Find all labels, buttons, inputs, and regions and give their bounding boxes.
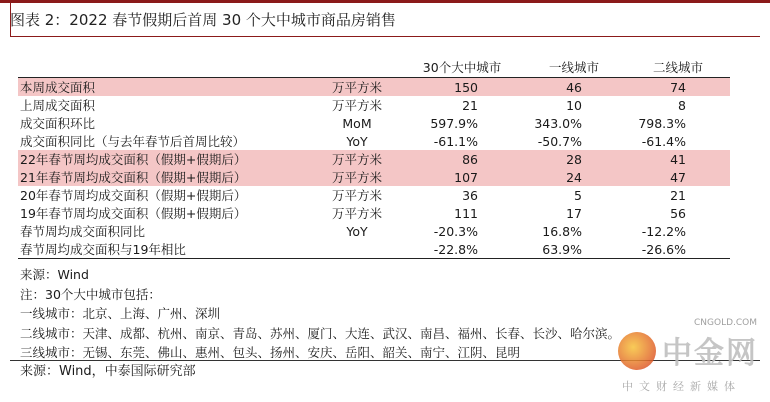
note-tier3-cities: 三线城市：无锡、东莞、佛山、惠州、包头、扬州、安庆、岳阳、韶关、南宁、江阴、昆明 <box>20 345 521 361</box>
value-tier1: 17 <box>566 205 582 221</box>
value-30-cities: 86 <box>402 150 522 168</box>
watermark <box>608 318 770 402</box>
value-tier1: 46 <box>522 78 626 97</box>
row-label: 上周成交面积 <box>20 98 96 113</box>
value-tier2: 74 <box>626 78 730 97</box>
value-30-cities: -61.1% <box>433 133 478 149</box>
watermark-logo-icon <box>618 332 656 370</box>
table-row <box>18 114 730 132</box>
value-tier2: 798.3% <box>638 115 686 131</box>
value-tier2: 8 <box>678 97 686 113</box>
row-unit <box>312 240 402 259</box>
value-30-cities: 36 <box>462 187 478 203</box>
header-tier1: 一线城市 <box>522 57 626 78</box>
watermark-name: 中金网 <box>662 336 758 371</box>
value-tier2: 56 <box>670 205 686 221</box>
value-30-cities: 21 <box>462 97 478 113</box>
header-label <box>18 57 312 78</box>
value-30-cities: -20.3% <box>433 223 478 239</box>
table-row <box>18 186 730 204</box>
row-unit: MoM <box>342 115 372 131</box>
value-tier1: 10 <box>566 97 582 113</box>
row-unit: 万平方米 <box>331 206 382 221</box>
row-label: 春节周均成交面积与19年相比 <box>18 240 312 259</box>
footer-source: 来源：Wind，中泰国际研究部 <box>20 364 196 379</box>
row-label: 成交面积环比 <box>20 116 96 131</box>
note-tier1-cities: 一线城市：北京、上海、广州、深圳 <box>20 306 221 322</box>
row-unit: YoY <box>346 223 368 239</box>
row-unit: 万平方米 <box>331 98 382 113</box>
value-tier1: -50.7% <box>537 133 582 149</box>
top-accent-bar <box>0 0 770 3</box>
watermark-tagline: 中文财经新媒体 <box>622 380 741 393</box>
value-tier2: -26.6% <box>626 240 730 259</box>
value-tier2: -12.2% <box>641 223 686 239</box>
value-tier2: 41 <box>626 150 730 168</box>
row-label: 本周成交面积 <box>18 78 312 97</box>
table-row <box>18 132 730 150</box>
notes-block <box>20 265 620 363</box>
header-tier2: 二线城市 <box>626 57 730 78</box>
row-label: 21年春节周均成交面积（假期+假期后） <box>18 168 312 186</box>
row-label: 20年春节周均成交面积（假期+假期后） <box>20 188 247 203</box>
table-row <box>18 150 730 168</box>
note-source: 来源：Wind <box>20 267 89 282</box>
row-unit: 万平方米 <box>312 78 402 97</box>
value-30-cities: 107 <box>402 168 522 186</box>
value-30-cities: 597.9% <box>430 115 478 131</box>
table-row <box>18 168 730 186</box>
value-tier1: 28 <box>522 150 626 168</box>
table-row <box>18 240 730 259</box>
note-heading: 注：30个大中城市包括： <box>20 286 161 302</box>
value-tier1: 24 <box>522 168 626 186</box>
value-30-cities: 111 <box>454 205 478 221</box>
header-unit <box>312 57 402 78</box>
value-tier2: 21 <box>670 187 686 203</box>
value-tier1: 16.8% <box>542 223 582 239</box>
row-unit: 万平方米 <box>312 168 402 186</box>
row-label: 19年春节周均成交面积（假期+假期后） <box>20 206 247 221</box>
sales-table <box>18 57 730 259</box>
value-tier2: -61.4% <box>641 133 686 149</box>
value-30-cities: 150 <box>402 78 522 97</box>
row-unit: 万平方米 <box>331 188 382 203</box>
table-row <box>18 222 730 240</box>
watermark-url: CNGOLD.COM <box>694 318 758 328</box>
table-row <box>18 204 730 222</box>
value-tier1: 343.0% <box>534 115 582 131</box>
value-tier1: 5 <box>574 187 582 203</box>
value-30-cities: -22.8% <box>402 240 522 259</box>
row-label: 成交面积同比（与去年春节后首周比较） <box>20 134 246 149</box>
value-tier2: 47 <box>626 168 730 186</box>
row-label: 22年春节周均成交面积（假期+假期后） <box>18 150 312 168</box>
header-30-cities: 30个大中城市 <box>402 57 522 78</box>
title-divider <box>10 36 760 37</box>
table-header-row <box>18 57 730 78</box>
value-tier1: 63.9% <box>522 240 626 259</box>
figure-title: 图表 2：2022 春节假期后首周 30 个大中城市商品房销售 <box>10 11 396 29</box>
row-unit: YoY <box>346 133 368 149</box>
table-row <box>18 78 730 97</box>
row-unit: 万平方米 <box>312 150 402 168</box>
note-tier2-cities: 二线城市：天津、成都、杭州、南京、青岛、苏州、厦门、大连、武汉、南昌、福州、长春、长沙、哈尔滨。 <box>20 325 621 341</box>
row-label: 春节周均成交面积同比 <box>20 224 146 239</box>
table-row <box>18 96 730 114</box>
